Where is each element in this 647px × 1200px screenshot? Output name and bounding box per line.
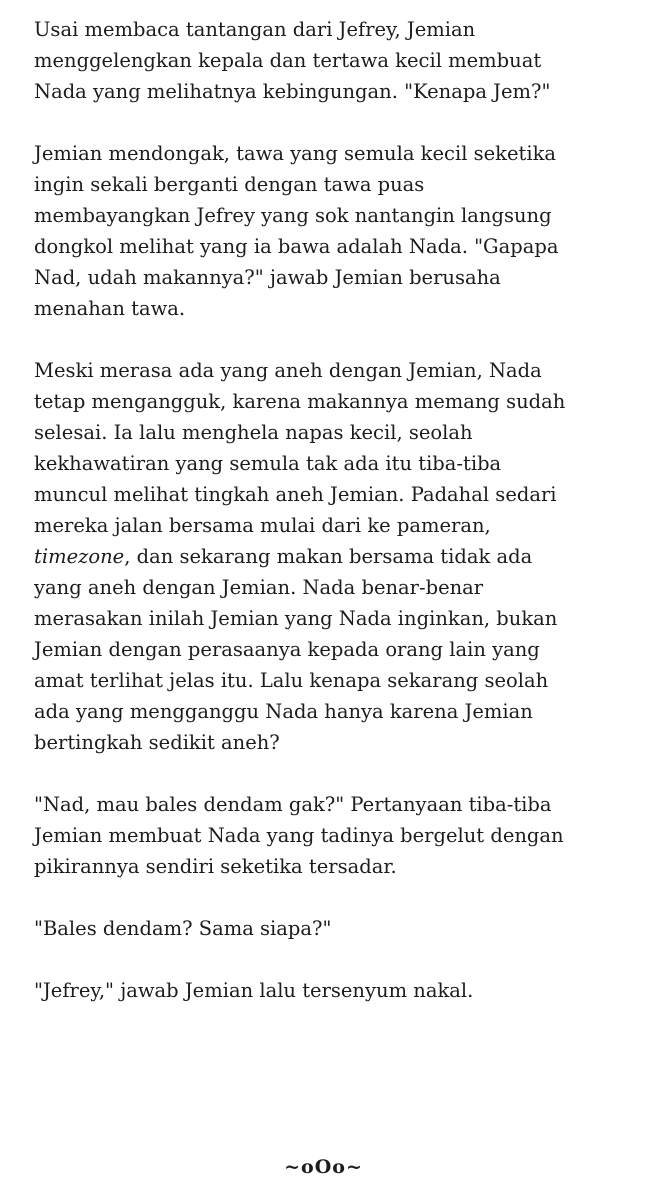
text-line: kekhawatiran yang semula tak ada itu tiba-tiba: [34, 452, 502, 475]
text-line: yang aneh dengan Jemian. Nada benar-benar: [34, 576, 484, 599]
text-line: ingin sekali berganti dengan tawa puas: [34, 173, 425, 196]
text-line: muncul melihat tingkah aneh Jemian. Padahal sedari: [34, 483, 557, 506]
scene-divider: ~oOo~: [284, 1156, 363, 1178]
text-line: amat terlihat jelas itu. Lalu kenapa sekarang seolah: [34, 669, 549, 692]
text-line: mereka jalan bersama mulai dari ke pameran,: [34, 514, 491, 537]
text-line: menggelengkan kepala dan tertawa kecil membuat: [34, 49, 542, 72]
text-line: selesai. Ia lalu menghela napas kecil, seolah: [34, 421, 473, 444]
text-line: dongkol melihat yang ia bawa adalah Nada. "Gapapa: [34, 235, 559, 258]
paragraph-4: [34, 789, 634, 882]
text-line: Usai membaca tantangan dari Jefrey, Jemian: [34, 18, 476, 41]
text-line: tetap mengangguk, karena makannya memang sudah: [34, 390, 566, 413]
story-text: [34, 14, 634, 1037]
text-line: Nada yang melihatnya kebingungan. "Kenapa Jem?": [34, 80, 551, 103]
text-line-rest: , dan sekarang makan bersama tidak ada: [124, 545, 533, 568]
text-line: pikirannya sendiri seketika tersadar.: [34, 855, 397, 878]
text-line: Meski merasa ada yang aneh dengan Jemian, Nada: [34, 359, 542, 382]
text-line: "Nad, mau bales dendam gak?" Pertanyaan tiba-tiba: [34, 793, 552, 816]
paragraph-6: [34, 975, 634, 1006]
text-line: Jemian membuat Nada yang tadinya bergelut dengan: [34, 824, 564, 847]
text-line: menahan tawa.: [34, 297, 186, 320]
text-line: Nad, udah makannya?" jawab Jemian berusaha: [34, 266, 501, 289]
text-line: bertingkah sedikit aneh?: [34, 731, 280, 754]
text-line: "Bales dendam? Sama siapa?": [34, 917, 332, 940]
paragraph-2: [34, 138, 634, 324]
text-line: membayangkan Jefrey yang sok nantangin langsung: [34, 204, 552, 227]
text-line: "Jefrey," jawab Jemian lalu tersenyum nakal.: [34, 979, 474, 1002]
italic-word: timezone: [34, 545, 125, 568]
paragraph-5: [34, 913, 634, 944]
paragraph-1: [34, 14, 634, 107]
text-line: [34, 541, 634, 572]
paragraph-3: [34, 355, 634, 758]
text-line: ada yang mengganggu Nada hanya karena Jemian: [34, 700, 533, 723]
text-line: Jemian mendongak, tawa yang semula kecil seketika: [34, 142, 557, 165]
text-line: merasakan inilah Jemian yang Nada inginkan, bukan: [34, 607, 558, 630]
text-line: Jemian dengan perasaanya kepada orang lain yang: [34, 638, 540, 661]
